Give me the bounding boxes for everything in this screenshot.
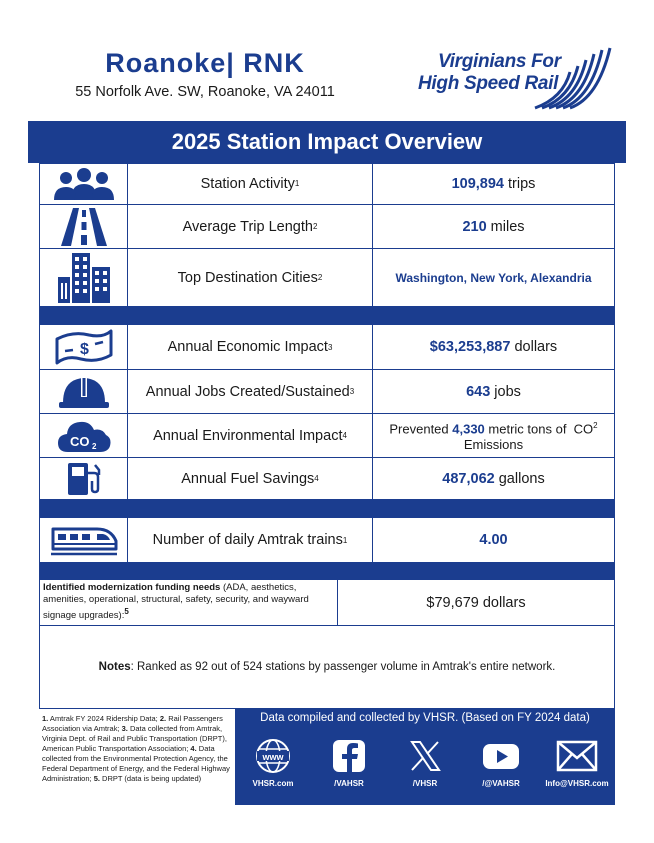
footnote-num: 2. — [159, 714, 167, 723]
dollar-bill-icon — [53, 327, 115, 367]
footer-caption: Data compiled and collected by VHSR. (Based on FY 2024 data) — [260, 712, 590, 724]
footnotes — [42, 714, 230, 784]
notes-text: : Ranked as 92 out of 524 stations by passenger volume in Amtrak's entire network. — [130, 661, 556, 673]
section-divider — [39, 307, 615, 325]
row-label-footnote: 2 — [317, 273, 323, 282]
row-label: Average Trip Length — [182, 218, 313, 235]
table-row — [39, 458, 615, 500]
vhsr-logo — [420, 40, 615, 120]
logo-line1: Virginians For — [438, 51, 561, 72]
row-value-prefix: Prevented — [389, 421, 453, 437]
funding-footnote: 5 — [124, 607, 129, 616]
logo-line2: High Speed Rail — [418, 73, 559, 94]
funding-label: Identified modernization funding needs — [43, 582, 221, 593]
people-group-icon — [49, 167, 119, 201]
row-label: Station Activity — [200, 175, 295, 192]
row-label: Annual Environmental Impact — [153, 427, 343, 444]
row-label-footnote: 1 — [342, 535, 348, 545]
table-row — [39, 163, 615, 205]
row-value: 109,894 — [451, 175, 504, 192]
row-label: Top Destination Cities — [177, 269, 318, 286]
notes-box — [39, 626, 615, 709]
row-label: Annual Fuel Savings — [181, 470, 315, 487]
table-row — [39, 325, 615, 370]
svg-text:$: $ — [79, 341, 89, 358]
row-label-footnote: 2 — [312, 222, 318, 231]
header — [40, 40, 614, 120]
row-value: 643 — [466, 383, 491, 400]
footnote-num: 1. — [42, 714, 49, 723]
facebook-icon — [330, 737, 368, 775]
footnote-text: DRPT (data is being updated) — [99, 774, 202, 783]
row-value: 4,330 — [452, 421, 485, 437]
social-facebook[interactable] — [311, 737, 387, 788]
footnote-text: Data collected from Amtrak, Virginia Dept. of Rail and Public Transportation (DRPT), American Public Transportation Association; — [42, 724, 229, 753]
funding-label-detail: (ADA, aesthetics, amenities, operational, structural, safety, security, and wayward signage upgrades): — [43, 582, 309, 622]
row-value-unit: miles — [486, 218, 525, 235]
footnote-text: Amtrak FY 2024 Ridership Data; — [48, 714, 160, 723]
funding-value: $79,679 dollars — [426, 594, 526, 611]
globe-www-icon — [254, 737, 292, 775]
station-name: Roanoke| RNK — [105, 48, 305, 78]
svg-text:2: 2 — [91, 441, 96, 451]
social-x[interactable] — [387, 737, 463, 788]
row-value: 210 — [462, 218, 487, 235]
row-value-unit: dollars — [510, 339, 558, 355]
city-buildings-icon — [56, 253, 112, 303]
table-row — [39, 370, 615, 414]
table-row — [39, 249, 615, 307]
row-label: Annual Economic Impact — [167, 339, 328, 355]
social-handle: /@VAHSR — [482, 779, 520, 788]
row-value-line2: Emissions — [463, 437, 524, 453]
fuel-pump-icon — [64, 461, 104, 497]
row-label-footnote: 4 — [314, 474, 319, 483]
row-label: Number of daily Amtrak trains — [152, 532, 343, 548]
row-label-footnote: 3 — [327, 342, 333, 352]
row-label-footnote: 4 — [342, 431, 347, 440]
svg-text:www: www — [262, 752, 284, 762]
envelope-icon — [555, 737, 599, 775]
co2-subscript: 2 — [593, 420, 598, 430]
road-icon — [59, 208, 109, 246]
social-handle: VHSR.com — [252, 779, 294, 788]
footnote-text: Rail Passengers Association via Amtrak; — [42, 714, 225, 733]
row-value: 487,062 — [442, 470, 495, 487]
station-address: 55 Norfolk Ave. SW, Roanoke, VA 24011 — [75, 84, 335, 100]
row-value-unit: trips — [504, 175, 536, 192]
hard-hat-icon — [57, 373, 111, 411]
social-handle: /VHSR — [412, 779, 438, 788]
row-icon-cell — [40, 163, 128, 204]
row-value-unit: gallons — [494, 470, 545, 487]
row-value-unit: jobs — [490, 383, 521, 400]
funding-row — [39, 579, 615, 626]
co2-cloud-icon — [56, 418, 112, 454]
social-handle: Info@VHSR.com — [545, 779, 609, 788]
section-divider — [39, 500, 615, 518]
social-website[interactable] — [235, 737, 311, 788]
table-row — [39, 414, 615, 458]
footnote-num: 4. — [190, 744, 197, 753]
table-top-border — [39, 163, 615, 164]
row-value-unit: metric tons of CO — [484, 421, 594, 437]
social-handle: /VAHSR — [334, 779, 364, 788]
footnote-text: Data collected from the Environmental Protection Agency, the Federal Department of Energy, and the Federal Highway Administration; — [42, 744, 232, 783]
page-title: 2025 Station Impact Overview — [28, 121, 626, 163]
row-label-footnote: 1 — [294, 179, 300, 188]
table-row — [39, 205, 615, 249]
svg-text:CO: CO — [69, 433, 89, 449]
row-label: Annual Jobs Created/Sustained — [145, 383, 350, 400]
social-email[interactable] — [539, 737, 615, 788]
footnote-num: 5. — [93, 774, 100, 783]
row-value: 4.00 — [479, 532, 508, 548]
contact-footer — [235, 709, 615, 805]
footnote-num: 3. — [121, 724, 128, 733]
row-value: $63,253,887 — [429, 339, 511, 355]
section-divider — [39, 563, 615, 579]
train-icon — [49, 523, 119, 557]
youtube-icon — [481, 737, 521, 775]
row-value: Washington, New York, Alexandria — [395, 270, 592, 285]
x-twitter-icon — [406, 737, 444, 775]
social-youtube[interactable] — [463, 737, 539, 788]
notes-label: Notes — [98, 661, 131, 673]
row-label-footnote: 3 — [349, 387, 355, 396]
table-row — [39, 518, 615, 563]
